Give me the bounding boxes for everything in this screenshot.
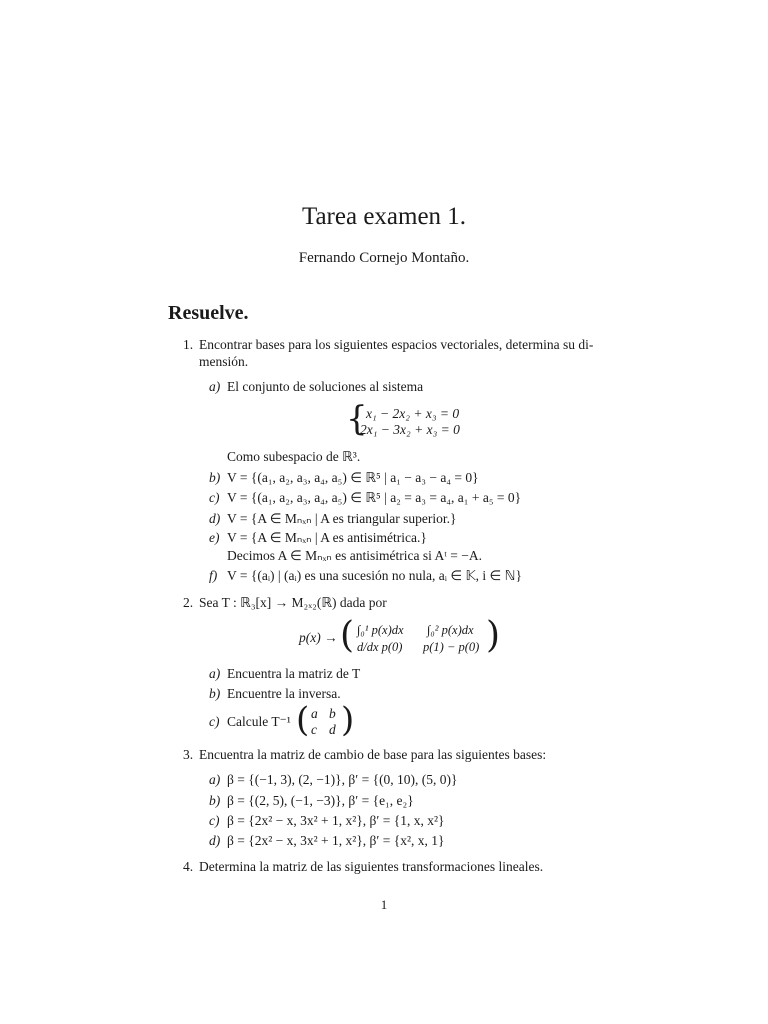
- q3-c-text: β = {2x² − x, 3x² + 1, x²}, β′ = {1, x, x²}: [227, 813, 445, 828]
- q1-a-text: El conjunto de soluciones al sistema: [227, 379, 424, 394]
- q3-c-label: c): [209, 813, 220, 828]
- q1-f-label: f): [209, 568, 218, 583]
- q2-b-label: b): [209, 686, 221, 701]
- q2-c-label: c): [209, 714, 220, 729]
- matrix-right-paren: ): [486, 615, 501, 656]
- q1-e-text: V = {A ∈ Mₙₓₙ | A es antisimétrica.}: [227, 530, 427, 545]
- q1-e-label: e): [209, 530, 220, 545]
- q1-a-label: a): [209, 379, 221, 394]
- q2-c-m12: b: [329, 706, 336, 721]
- q1-f-text: V = {(aᵢ) | (aᵢ) es una sucesión no nula, aᵢ ∈ 𝕂, i ∈ ℕ}: [227, 568, 522, 583]
- q1-b-text: V = {(a₁, a₂, a₃, a₄, a₅) ∈ ℝ⁵ | a₁ − a₃ − a₄ = 0}: [227, 470, 479, 485]
- q3-b-label: b): [209, 793, 221, 808]
- q1-a-note: Como subespacio de ℝ³.: [227, 449, 361, 464]
- document-title: Tarea examen 1.: [301, 203, 467, 230]
- q1-eq1: x₁ − 2x₂ + x₃ = 0: [366, 406, 460, 421]
- q3-text: Encuentra la matriz de cambio de base para las siguientes bases:: [199, 747, 547, 762]
- q2-a-label: a): [209, 666, 221, 681]
- q3-a-label: a): [209, 772, 221, 787]
- q3-d-text: β = {2x² − x, 3x² + 1, x²}, β′ = {x², x, 1}: [227, 833, 445, 848]
- q2-c-text: Calcule T⁻¹: [227, 714, 291, 729]
- q3-a-text: β = {(−1, 3), (2, −1)}, β′ = {(0, 10), (5, 0)}: [227, 772, 458, 787]
- q1-c-label: c): [209, 490, 220, 505]
- matrix-left-paren: (: [340, 615, 355, 656]
- q2-map-lhs: p(x) →: [299, 630, 338, 645]
- q1-text-line1: Encontrar bases para los siguientes espacios vectoriales, determina su di-: [199, 337, 594, 352]
- q1-d-label: d): [209, 511, 221, 526]
- q3-d-label: d): [209, 833, 221, 848]
- q2-c-m21: c: [311, 722, 317, 737]
- q3-b-text: β = {(2, 5), (−1, −3)}, β′ = {e₁, e₂}: [227, 793, 414, 808]
- q2-m22: p(1) − p(0): [423, 640, 480, 654]
- calc-matrix-right-paren: ): [341, 700, 355, 740]
- document-author: Fernando Cornejo Montaño.: [298, 250, 470, 266]
- q1-c-text: V = {(a₁, a₂, a₃, a₄, a₅) ∈ ℝ⁵ | a₂ = a₃ = a₄, a₁ + a₅ = 0}: [227, 490, 522, 505]
- q4-text: Determina la matriz de las siguientes transformaciones lineales.: [199, 859, 544, 874]
- q1-b-label: b): [209, 470, 221, 485]
- calc-matrix-left-paren: (: [296, 700, 310, 740]
- page-number: 1: [380, 897, 388, 912]
- system-brace: {: [346, 399, 368, 439]
- q1-eq2: 2x₁ − 3x₂ + x₃ = 0: [360, 422, 460, 437]
- q2-number: 2.: [183, 595, 194, 610]
- q4-number: 4.: [183, 859, 194, 874]
- q2-text: Sea T : ℝ₃[x] → M₂ₓ₂(ℝ) dada por: [199, 595, 387, 610]
- q2-b-text: Encuentre la inversa.: [227, 686, 341, 701]
- q2-m11: ∫₀¹ p(x)dx: [357, 623, 404, 637]
- q2-m12: ∫₀² p(x)dx: [427, 623, 474, 637]
- section-heading: Resuelve.: [168, 302, 249, 324]
- q2-m21: d/dx p(0): [357, 640, 403, 654]
- q2-c-m22: d: [329, 722, 336, 737]
- q1-e-note: Decimos A ∈ Mₙₓₙ es antisimétrica si Aᵗ = −A.: [227, 548, 482, 563]
- q2-a-text: Encuentra la matriz de T: [227, 666, 361, 681]
- q1-text-line2: mensión.: [199, 354, 249, 369]
- q1-number: 1.: [183, 337, 194, 352]
- q2-c-m11: a: [311, 706, 318, 721]
- q3-number: 3.: [183, 747, 194, 762]
- q1-d-text: V = {A ∈ Mₙₓₙ | A es triangular superior.}: [227, 511, 457, 526]
